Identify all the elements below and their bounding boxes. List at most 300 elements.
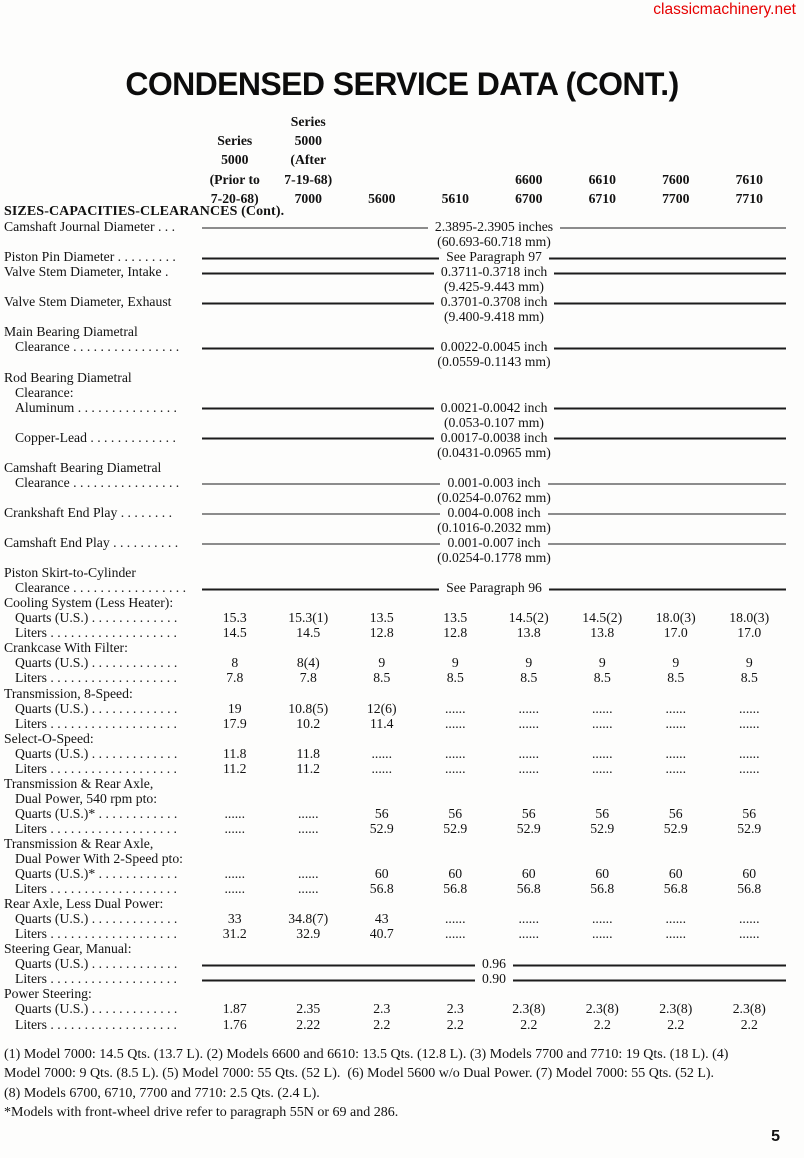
row-cell-value: ...... — [444, 700, 466, 716]
row-cell-value: 9 — [598, 655, 606, 671]
table-row — [4, 279, 790, 294]
row-label: Quarts (U.S.)* . . . . . . . . . . . . — [15, 866, 178, 882]
row-label: Dual Power, 540 rpm pto: — [15, 790, 158, 806]
table-row — [4, 686, 790, 701]
table-row — [4, 505, 790, 520]
table-row — [4, 911, 790, 926]
row-span-value: 0.3711-0.3718 inch — [440, 264, 548, 280]
row-cell-value: 17.0 — [737, 625, 762, 641]
page-title: CONDENSED SERVICE DATA (CONT.) — [125, 66, 679, 102]
leader-line — [513, 980, 786, 982]
column-header-line: 6710 — [588, 190, 616, 206]
table-row — [4, 234, 790, 249]
row-cell-value: ...... — [665, 926, 687, 942]
row-label: SIZES-CAPACITIES-CLEARANCES (Cont). — [4, 204, 285, 219]
row-cell-value: 52.9 — [443, 820, 468, 836]
row-span-value: See Paragraph 96 — [446, 580, 542, 596]
row-cell-value: ...... — [518, 745, 540, 761]
row-label: Steering Gear, Manual: — [4, 941, 132, 957]
column-header-line: 6600 — [515, 171, 543, 187]
row-span-line — [198, 354, 790, 369]
row-label: Liters . . . . . . . . . . . . . . . . . . . — [15, 926, 177, 942]
table-row — [4, 475, 790, 490]
row-cell-value: 2.2 — [446, 1016, 464, 1032]
row-cell-value: 2.3(8) — [659, 1001, 693, 1017]
row-span-value: (0.0254-0.0762 mm) — [437, 489, 551, 505]
row-span-line — [198, 535, 790, 550]
row-cell-value: 60 — [374, 866, 389, 882]
row-label: Liters . . . . . . . . . . . . . . . . . . . — [15, 1016, 177, 1032]
row-span-line — [198, 339, 790, 354]
row-label: Quarts (U.S.) . . . . . . . . . . . . . — [15, 700, 178, 716]
column-header-line: 7700 — [662, 190, 690, 206]
row-cell-value: 12.8 — [443, 625, 468, 641]
table-row — [4, 731, 790, 746]
row-span-value: (9.400-9.418 mm) — [444, 309, 544, 325]
row-cell-value: ...... — [591, 926, 613, 942]
row-span-value: (0.0254-0.1778 mm) — [437, 550, 551, 566]
row-cell-value: 56.8 — [516, 881, 541, 897]
table-body — [4, 204, 790, 1032]
leader-line — [548, 543, 786, 545]
row-cell-value: 31.2 — [222, 926, 247, 942]
leader-line — [554, 272, 786, 274]
row-span-line — [198, 219, 790, 234]
row-cell-value: ...... — [738, 745, 760, 761]
row-label: Cooling System (Less Heater): — [4, 595, 174, 611]
table-row — [4, 370, 790, 385]
row-span-line — [198, 445, 790, 460]
column-header — [639, 111, 713, 208]
row-span-value: 0.96 — [482, 956, 506, 972]
row-label: Liters . . . . . . . . . . . . . . . . . . . — [15, 760, 177, 776]
row-label: Camshaft Journal Diameter . . . — [4, 219, 176, 235]
row-cell-value: 2.3 — [373, 1001, 391, 1017]
row-cell-value: 11.4 — [370, 715, 394, 731]
table-row — [4, 776, 790, 791]
row-cell-value: ...... — [518, 911, 540, 927]
row-span-line — [198, 550, 790, 565]
table-row — [4, 746, 790, 761]
row-cell-value: 8 — [231, 655, 239, 671]
column-header-line: 5610 — [441, 190, 469, 206]
table-row — [4, 264, 790, 279]
row-cell-value: 10.8(5) — [288, 700, 329, 716]
table-row — [4, 701, 790, 716]
row-cell-value: ...... — [371, 745, 393, 761]
row-label: Liters . . . . . . . . . . . . . . . . . . . — [15, 715, 177, 731]
row-label: Copper-Lead . . . . . . . . . . . . . — [15, 429, 176, 445]
table-row — [4, 219, 790, 234]
row-cell-value: ...... — [591, 700, 613, 716]
row-cell-value: 52.9 — [516, 820, 541, 836]
table-row — [4, 896, 790, 911]
row-label: Piston Skirt-to-Cylinder — [4, 565, 136, 581]
row-cell-value: 56 — [448, 805, 463, 821]
row-span-line — [198, 505, 790, 520]
row-cell-value: 17.9 — [222, 715, 247, 731]
column-header-line: 6610 — [588, 171, 616, 187]
row-cell-value: ...... — [665, 700, 687, 716]
table-row — [4, 716, 790, 731]
table-row — [4, 881, 790, 896]
leader-line — [548, 483, 786, 485]
row-span-line — [198, 309, 790, 324]
row-label: Quarts (U.S.) . . . . . . . . . . . . . — [15, 1001, 178, 1017]
table-row — [4, 640, 790, 655]
leader-line — [202, 980, 475, 982]
row-label: Main Bearing Diametral — [4, 324, 138, 340]
row-label: Clearance: — [15, 384, 74, 400]
table-row — [4, 550, 790, 565]
footnotes — [4, 1045, 800, 1123]
row-cell-value: 2.2 — [740, 1016, 758, 1032]
row-cell-value: 52.9 — [590, 820, 615, 836]
leader-line — [202, 438, 434, 440]
footnote-line: *Models with front-wheel drive refer to paragraph 55N or 69 and 286. — [4, 1105, 399, 1121]
row-span-value: 0.0017-0.0038 inch — [440, 429, 548, 445]
row-cell-value: 2.35 — [296, 1001, 321, 1017]
row-cell-value: 8.5 — [520, 670, 538, 686]
row-cell-value: 56.8 — [590, 881, 615, 897]
table-row — [4, 851, 790, 866]
row-span-value: 0.001-0.007 inch — [447, 535, 541, 551]
row-cell-value: 14.5 — [296, 625, 321, 641]
row-cell-value: 52.9 — [737, 820, 762, 836]
table-row — [4, 430, 790, 445]
row-cell-value: 2.2 — [667, 1016, 685, 1032]
row-cell-value: 60 — [668, 866, 683, 882]
table-row — [4, 339, 790, 354]
row-cell-value: 60 — [595, 866, 610, 882]
row-cell-value: 11.2 — [296, 760, 320, 776]
row-cell-value: 60 — [521, 866, 536, 882]
column-header — [272, 111, 346, 208]
row-cell-value: 56.8 — [369, 881, 394, 897]
row-cell-value: 2.22 — [296, 1016, 321, 1032]
row-cell-value: ...... — [591, 760, 613, 776]
column-header — [345, 111, 419, 208]
column-header-line: 5000 — [294, 133, 322, 149]
footnote-line: (8) Models 6700, 6710, 7700 and 7710: 2.5 Qts. (2.4 L). — [4, 1085, 320, 1101]
row-span-value: 0.004-0.008 inch — [447, 504, 541, 520]
leader-line — [549, 257, 786, 259]
row-span-value: 0.3701-0.3708 inch — [440, 294, 548, 310]
row-span-value: 2.3895-2.3905 inches — [434, 219, 554, 235]
row-cell-value: ...... — [224, 866, 246, 882]
row-cell-value: ...... — [224, 881, 246, 897]
row-span-value: 0.0022-0.0045 inch — [440, 339, 548, 355]
leader-line — [202, 257, 439, 259]
row-span-value: (0.0431-0.0965 mm) — [437, 444, 551, 460]
leader-line — [202, 543, 440, 545]
table-row — [4, 926, 790, 941]
row-cell-value: ...... — [738, 715, 760, 731]
row-cell-value: ...... — [297, 881, 319, 897]
column-header-line: Series — [217, 133, 253, 149]
row-span-line — [198, 490, 790, 505]
row-cell-value: 13.5 — [443, 610, 468, 626]
row-span-value: 0.0021-0.0042 inch — [440, 399, 548, 415]
row-cell-value: ...... — [738, 760, 760, 776]
row-cell-value: 15.3 — [222, 610, 247, 626]
table-row — [4, 460, 790, 475]
row-cell-value: ...... — [518, 700, 540, 716]
row-label: Liters . . . . . . . . . . . . . . . . . . . — [15, 971, 177, 987]
column-header-line: 6700 — [515, 190, 543, 206]
row-label: Piston Pin Diameter . . . . . . . . . — [4, 249, 176, 265]
row-cell-value: 56 — [668, 805, 683, 821]
row-span-line — [198, 400, 790, 415]
row-cell-value: ...... — [518, 715, 540, 731]
row-cell-value: ...... — [518, 926, 540, 942]
table-row — [4, 520, 790, 535]
row-cell-value: 60 — [448, 866, 463, 882]
table-row — [4, 580, 790, 595]
row-cell-value: 9 — [525, 655, 533, 671]
row-cell-value: 2.2 — [373, 1016, 391, 1032]
row-label: Power Steering: — [4, 986, 92, 1002]
row-label: Liters . . . . . . . . . . . . . . . . . . . — [15, 625, 177, 641]
table-row — [4, 821, 790, 836]
row-cell-value: 2.3 — [446, 1001, 464, 1017]
row-span-value: 0.001-0.003 inch — [447, 474, 541, 490]
row-cell-value: 7.8 — [299, 670, 317, 686]
row-cell-value: ...... — [738, 911, 760, 927]
row-cell-value: ...... — [224, 805, 246, 821]
table-row — [4, 956, 790, 971]
row-cell-value: 11.8 — [296, 745, 320, 761]
row-cell-value: ...... — [665, 760, 687, 776]
row-span-line — [198, 415, 790, 430]
row-label: Liters . . . . . . . . . . . . . . . . . . . — [15, 820, 177, 836]
leader-line — [202, 513, 440, 515]
table-row — [4, 415, 790, 430]
row-cell-value: ...... — [371, 760, 393, 776]
row-cell-value: 2.3(8) — [512, 1001, 546, 1017]
row-cell-value: 8.5 — [373, 670, 391, 686]
row-span-line — [198, 956, 790, 971]
table-row — [4, 986, 790, 1001]
column-header-line: 7610 — [735, 171, 763, 187]
column-header-line: (After — [290, 152, 327, 168]
row-cell-value: ...... — [444, 911, 466, 927]
row-span-value: (9.425-9.443 mm) — [444, 279, 544, 295]
row-cell-value: ...... — [591, 911, 613, 927]
row-cell-value: 9 — [451, 655, 459, 671]
row-label: Quarts (U.S.) . . . . . . . . . . . . . — [15, 956, 178, 972]
table-row — [4, 400, 790, 415]
row-cell-value: 13.8 — [590, 625, 615, 641]
row-cell-value: 56 — [595, 805, 610, 821]
row-cell-value: 17.0 — [663, 625, 688, 641]
row-label: Camshaft Bearing Diametral — [4, 459, 162, 475]
row-span-value: (0.0559-0.1143 mm) — [437, 354, 551, 370]
table-row — [4, 791, 790, 806]
row-label: Camshaft End Play . . . . . . . . . . — [4, 535, 179, 551]
row-span-value: (60.693-60.718 mm) — [437, 234, 551, 250]
row-cell-value: 52.9 — [369, 820, 394, 836]
table-row — [4, 866, 790, 881]
row-label: Transmission & Rear Axle, — [4, 775, 154, 791]
column-header-spacer — [4, 111, 198, 208]
column-header-line: 5600 — [368, 190, 396, 206]
row-span-value: See Paragraph 97 — [446, 249, 542, 265]
row-cell-value: 52.9 — [663, 820, 688, 836]
row-label: Quarts (U.S.)* . . . . . . . . . . . . — [15, 805, 178, 821]
row-cell-value: ...... — [444, 760, 466, 776]
row-span-line — [198, 294, 790, 309]
row-cell-value: 13.5 — [369, 610, 394, 626]
row-label: Crankshaft End Play . . . . . . . . — [4, 504, 173, 520]
leader-line — [202, 408, 434, 410]
row-cell-value: 14.5(2) — [508, 610, 549, 626]
row-label: Clearance . . . . . . . . . . . . . . . . — [15, 339, 180, 355]
table-row — [4, 535, 790, 550]
column-header-line: 7710 — [735, 190, 763, 206]
table-row — [4, 655, 790, 670]
row-label: Liters . . . . . . . . . . . . . . . . . . . — [15, 670, 177, 686]
leader-line — [202, 483, 440, 485]
row-span-line — [198, 475, 790, 490]
column-header — [492, 111, 566, 208]
table-row — [4, 1017, 790, 1032]
table-row — [4, 836, 790, 851]
row-cell-value: 10.2 — [296, 715, 321, 731]
row-cell-value: 18.0(3) — [729, 610, 770, 626]
row-label: Crankcase With Filter: — [4, 640, 128, 656]
row-cell-value: 56.8 — [737, 881, 762, 897]
row-cell-value: ...... — [665, 745, 687, 761]
row-cell-value: ...... — [444, 745, 466, 761]
row-cell-value: 2.2 — [520, 1016, 538, 1032]
leader-line — [548, 513, 786, 515]
row-label: Dual Power With 2-Speed pto: — [15, 851, 183, 867]
row-cell-value: ...... — [224, 820, 246, 836]
table-row — [4, 445, 790, 460]
table-row — [4, 941, 790, 956]
column-header-line: (Prior to — [209, 171, 260, 187]
leader-line — [202, 348, 434, 350]
row-cell-value: ...... — [518, 760, 540, 776]
row-label: Clearance . . . . . . . . . . . . . . . . . — [15, 580, 187, 596]
row-label: Liters . . . . . . . . . . . . . . . . . . . — [15, 881, 177, 897]
row-label: Rod Bearing Diametral — [4, 369, 132, 385]
column-header — [198, 111, 272, 208]
column-headers — [4, 111, 790, 208]
row-span-value: (0.1016-0.2032 mm) — [437, 519, 551, 535]
row-cell-value: ...... — [297, 866, 319, 882]
row-cell-value: 33 — [227, 911, 242, 927]
row-cell-value: ...... — [738, 700, 760, 716]
row-cell-value: 2.2 — [593, 1016, 611, 1032]
column-header — [566, 111, 640, 208]
row-cell-value: 15.3(1) — [288, 610, 329, 626]
table-row — [4, 610, 790, 625]
row-cell-value: ...... — [591, 745, 613, 761]
row-cell-value: ...... — [665, 715, 687, 731]
footnote-line: Model 7000: 9 Qts. (8.5 L). (5) Model 7000: 55 Qts. (52 L). (6) Model 5600 w/o Dual Power. (7) Model 7000: 55 Qts. (52 L). — [4, 1066, 715, 1082]
row-cell-value: ...... — [665, 911, 687, 927]
row-cell-value: 56.8 — [663, 881, 688, 897]
row-span-line — [198, 234, 790, 249]
table-row — [4, 354, 790, 369]
row-label: Transmission & Rear Axle, — [4, 835, 154, 851]
row-span-line — [198, 971, 790, 986]
row-cell-value: 56.8 — [443, 881, 468, 897]
row-cell-value: 9 — [378, 655, 386, 671]
leader-line — [554, 348, 786, 350]
leader-line — [549, 588, 786, 590]
column-header — [713, 111, 787, 208]
row-span-line — [198, 279, 790, 294]
table-row — [4, 761, 790, 776]
row-label: Clearance . . . . . . . . . . . . . . . . — [15, 474, 180, 490]
table-row — [4, 1001, 790, 1016]
row-cell-value: 43 — [374, 911, 389, 927]
leader-line — [202, 302, 434, 304]
row-label: Quarts (U.S.) . . . . . . . . . . . . . — [15, 745, 178, 761]
row-cell-value: 8.5 — [446, 670, 464, 686]
row-span-value: 0.90 — [482, 971, 506, 987]
row-cell-value: 1.76 — [222, 1016, 247, 1032]
leader-line — [202, 588, 439, 590]
row-cell-value: 9 — [672, 655, 680, 671]
row-span-line — [198, 430, 790, 445]
table-row — [4, 490, 790, 505]
row-span-line — [198, 520, 790, 535]
row-cell-value: 56 — [521, 805, 536, 821]
row-cell-value: 18.0(3) — [655, 610, 696, 626]
row-label: Rear Axle, Less Dual Power: — [4, 896, 164, 912]
table-row — [4, 204, 790, 219]
row-span-line — [198, 249, 790, 264]
row-cell-value: 56 — [742, 805, 757, 821]
table-row — [4, 249, 790, 264]
row-label: Quarts (U.S.) . . . . . . . . . . . . . — [15, 655, 178, 671]
table-row — [4, 625, 790, 640]
table-row — [4, 385, 790, 400]
row-cell-value: 34.8(7) — [288, 911, 329, 927]
table-row — [4, 806, 790, 821]
row-cell-value: 2.3(8) — [585, 1001, 619, 1017]
row-cell-value: 8(4) — [296, 655, 320, 671]
table-row — [4, 670, 790, 685]
watermark-text: classicmachinery.net — [653, 1, 796, 18]
row-cell-value: 40.7 — [369, 926, 394, 942]
row-cell-value: 19 — [227, 700, 242, 716]
row-cell-value: ...... — [297, 805, 319, 821]
row-cell-value: 60 — [742, 866, 757, 882]
row-cell-value: 12(6) — [366, 700, 397, 716]
row-cell-value: 32.9 — [296, 926, 321, 942]
table-row — [4, 294, 790, 309]
row-cell-value: ...... — [297, 820, 319, 836]
row-label: Quarts (U.S.) . . . . . . . . . . . . . — [15, 610, 178, 626]
table-row — [4, 595, 790, 610]
row-span-line — [198, 580, 790, 595]
page-number: 5 — [771, 1128, 780, 1145]
row-cell-value: 8.5 — [593, 670, 611, 686]
column-header-line: 5000 — [221, 152, 249, 168]
leader-line — [554, 438, 786, 440]
row-label: Select-O-Speed: — [4, 730, 94, 746]
row-cell-value: 9 — [745, 655, 753, 671]
table-row — [4, 324, 790, 339]
row-cell-value: 7.8 — [226, 670, 244, 686]
row-label: Aluminum . . . . . . . . . . . . . . . — [15, 399, 177, 415]
column-header-line: 7600 — [662, 171, 690, 187]
